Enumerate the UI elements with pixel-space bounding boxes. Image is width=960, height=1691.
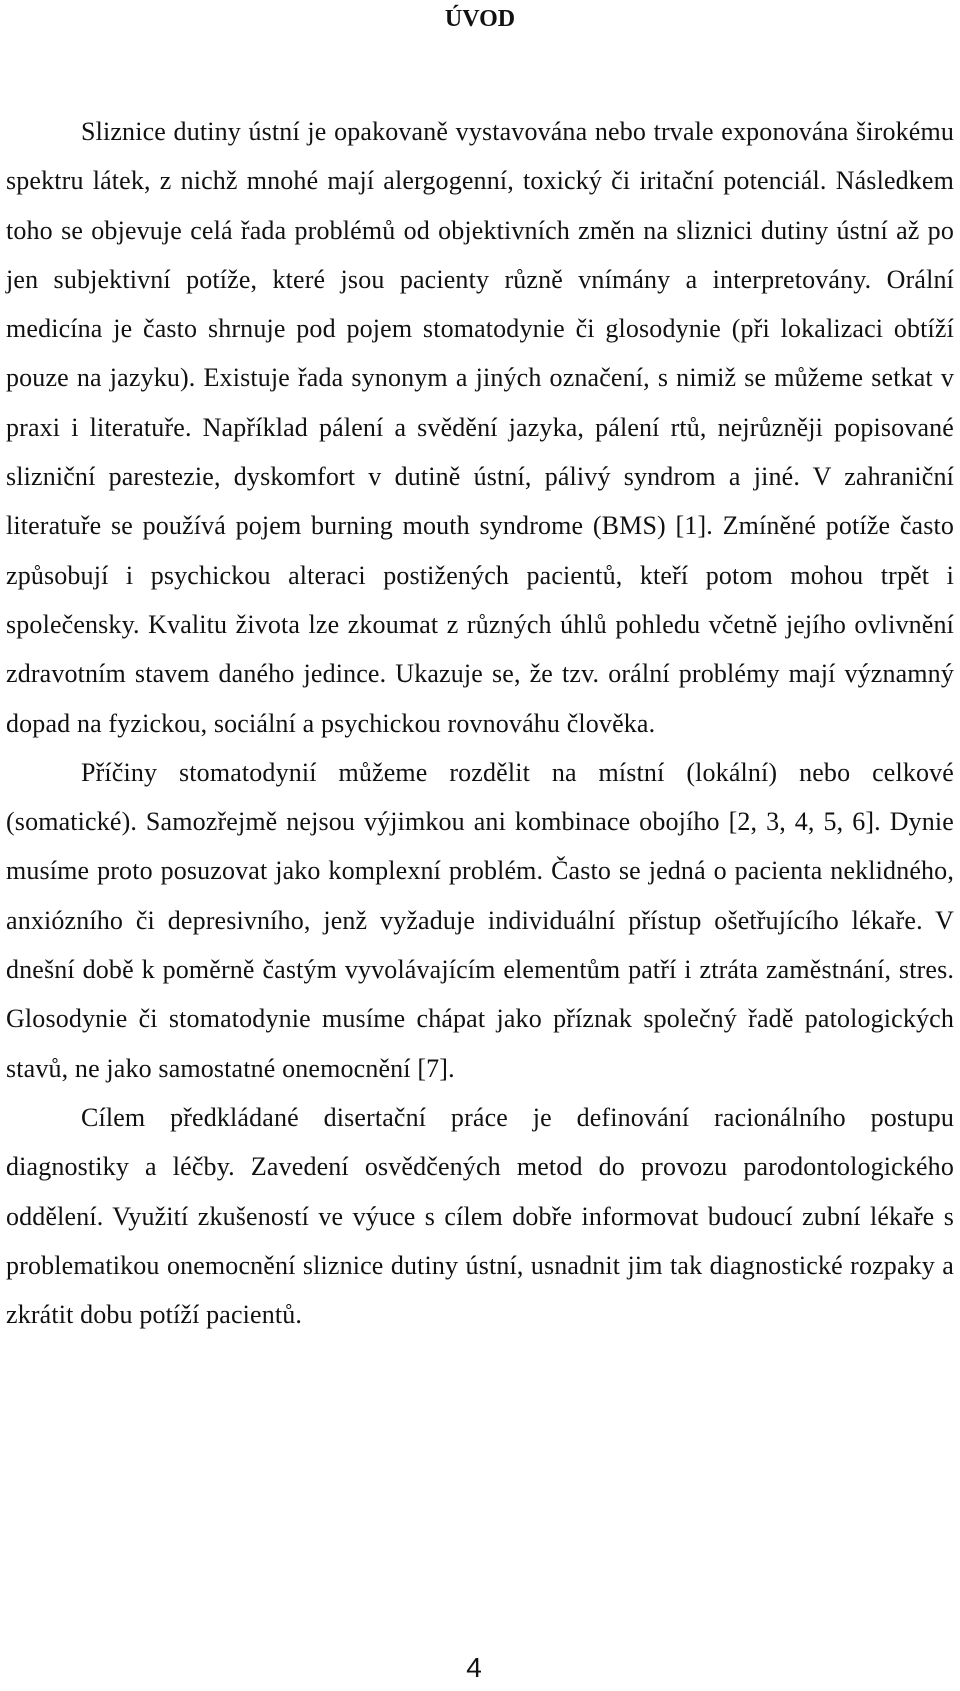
document-page	[6, 0, 954, 1339]
paragraph-2: Příčiny stomatodynií můžeme rozdělit na místní (lokální) nebo celkové (somatické). Samozřejmě nejsou výjimkou ani kombinace obojího [2, 3, 4, 5, 6]. Dynie musíme proto posuzovat jako komplexní problém. Často se jedná o pacienta neklidného, anxiózního či depresivního, jenž vyžaduje individuální přístup ošetřujícího lékaře. V dnešní době k poměrně častým vyvolávajícím elementům patří i ztráta zaměstnání, stres. Glosodynie či stomatodynie musíme chápat jako příznak společný řadě patologických stavů, ne jako samostatné onemocnění [7].	[6, 757, 954, 1083]
page-title: ÚVOD	[444, 6, 516, 32]
page-number: 4	[466, 1652, 482, 1683]
paragraph-3: Cílem předkládané disertační práce je definování racionálního postupu diagnostiky a léčby. Zavedení osvědčených metod do provozu parodontologického oddělení. Využití zkušeností ve výuce s cílem dobře informovat budoucí zubní lékaře s problematikou onemocnění sliznice dutiny ústní, usnadnit jim tak diagnostické rozpaky a zkrátit dobu potíží pacientů.	[6, 1102, 954, 1330]
paragraph-1: Sliznice dutiny ústní je opakovaně vystavována nebo trvale exponována širokému spektru látek, z nichž mnohé mají alergogenní, toxický či iritační potenciál. Následkem toho se objevuje celá řada problémů od objektivních změn na sliznici dutiny ústní až po jen subjektivní potíže, které jsou pacienty různě vnímány a interpretovány. Orální medicína je často shrnuje pod pojem stomatodynie či glosodynie (při lokalizaci obtíží pouze na jazyku). Existuje řada synonym a jiných označení, s nimiž se můžeme setkat v praxi i literatuře. Například pálení a svědění jazyka, pálení rtů, nejrůzněji popisované slizniční parestezie, dyskomfort v dutině ústní, pálivý syndrom a jiné. V zahraniční literatuře se používá pojem burning mouth syndrome (BMS) [1]. Zmíněné potíže často způsobují i psychickou alteraci postižených pacientů, kteří potom mohou trpět i společensky. Kvalitu života lze zkoumat z různých úhlů pohledu včetně jejího ovlivnění zdravotním stavem daného jedince. Ukazuje se, že tzv. orální problémy mají významný dopad na fyzickou, sociální a psychickou rovnováhu člověka.	[6, 117, 954, 738]
